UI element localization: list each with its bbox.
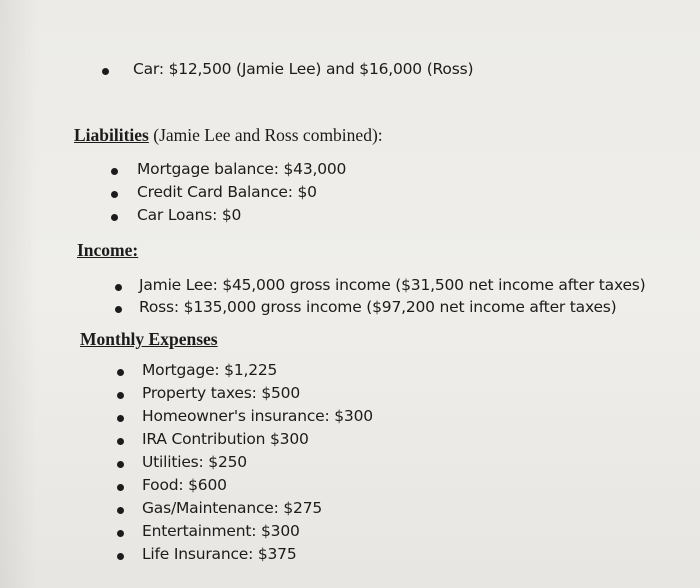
expense-item: Property taxes: $500 (142, 384, 300, 402)
expense-item: Utilities: $250 (142, 453, 247, 471)
bullet (117, 553, 124, 560)
liabilities-heading (74, 125, 383, 146)
expense-item: Gas/Maintenance: $275 (142, 499, 323, 517)
bullet (117, 369, 124, 376)
bullet (111, 214, 118, 221)
expense-item: Life Insurance: $375 (142, 545, 297, 563)
bullet (117, 438, 124, 445)
expenses-title: Monthly Expenses (80, 329, 218, 349)
bullet (117, 484, 124, 491)
income-item: Ross: $135,000 gross income ($97,200 net income after taxes) (139, 298, 617, 316)
expense-item: IRA Contribution $300 (142, 430, 309, 448)
income-title: Income: (77, 240, 139, 260)
bullet (117, 530, 124, 537)
bullet (117, 392, 124, 399)
liability-item: Credit Card Balance: $0 (137, 183, 317, 201)
income-item: Jamie Lee: $45,000 gross income ($31,500 net income after taxes) (139, 276, 646, 294)
bullet (117, 415, 124, 422)
liabilities-subtitle: (Jamie Lee and Ross combined): (148, 125, 383, 145)
bullet (111, 168, 118, 175)
bullet (111, 191, 118, 198)
bullet (102, 68, 109, 75)
bullet (117, 461, 124, 468)
bullet (115, 284, 122, 291)
expense-item: Entertainment: $300 (142, 522, 300, 540)
expense-item: Homeowner's insurance: $300 (142, 407, 373, 425)
liability-item: Car Loans: $0 (137, 206, 242, 224)
income-heading (77, 240, 138, 261)
bullet (115, 306, 122, 313)
liability-item: Mortgage balance: $43,000 (137, 160, 347, 178)
expense-item: Food: $600 (142, 476, 227, 494)
expense-item: Mortgage: $1,225 (142, 361, 278, 379)
car-assets-line: Car: $12,500 (Jamie Lee) and $16,000 (Ross) (133, 60, 474, 78)
expenses-heading (80, 329, 218, 350)
bullet (117, 507, 124, 514)
page-shadow (0, 0, 38, 588)
liabilities-title: Liabilities (74, 125, 149, 145)
